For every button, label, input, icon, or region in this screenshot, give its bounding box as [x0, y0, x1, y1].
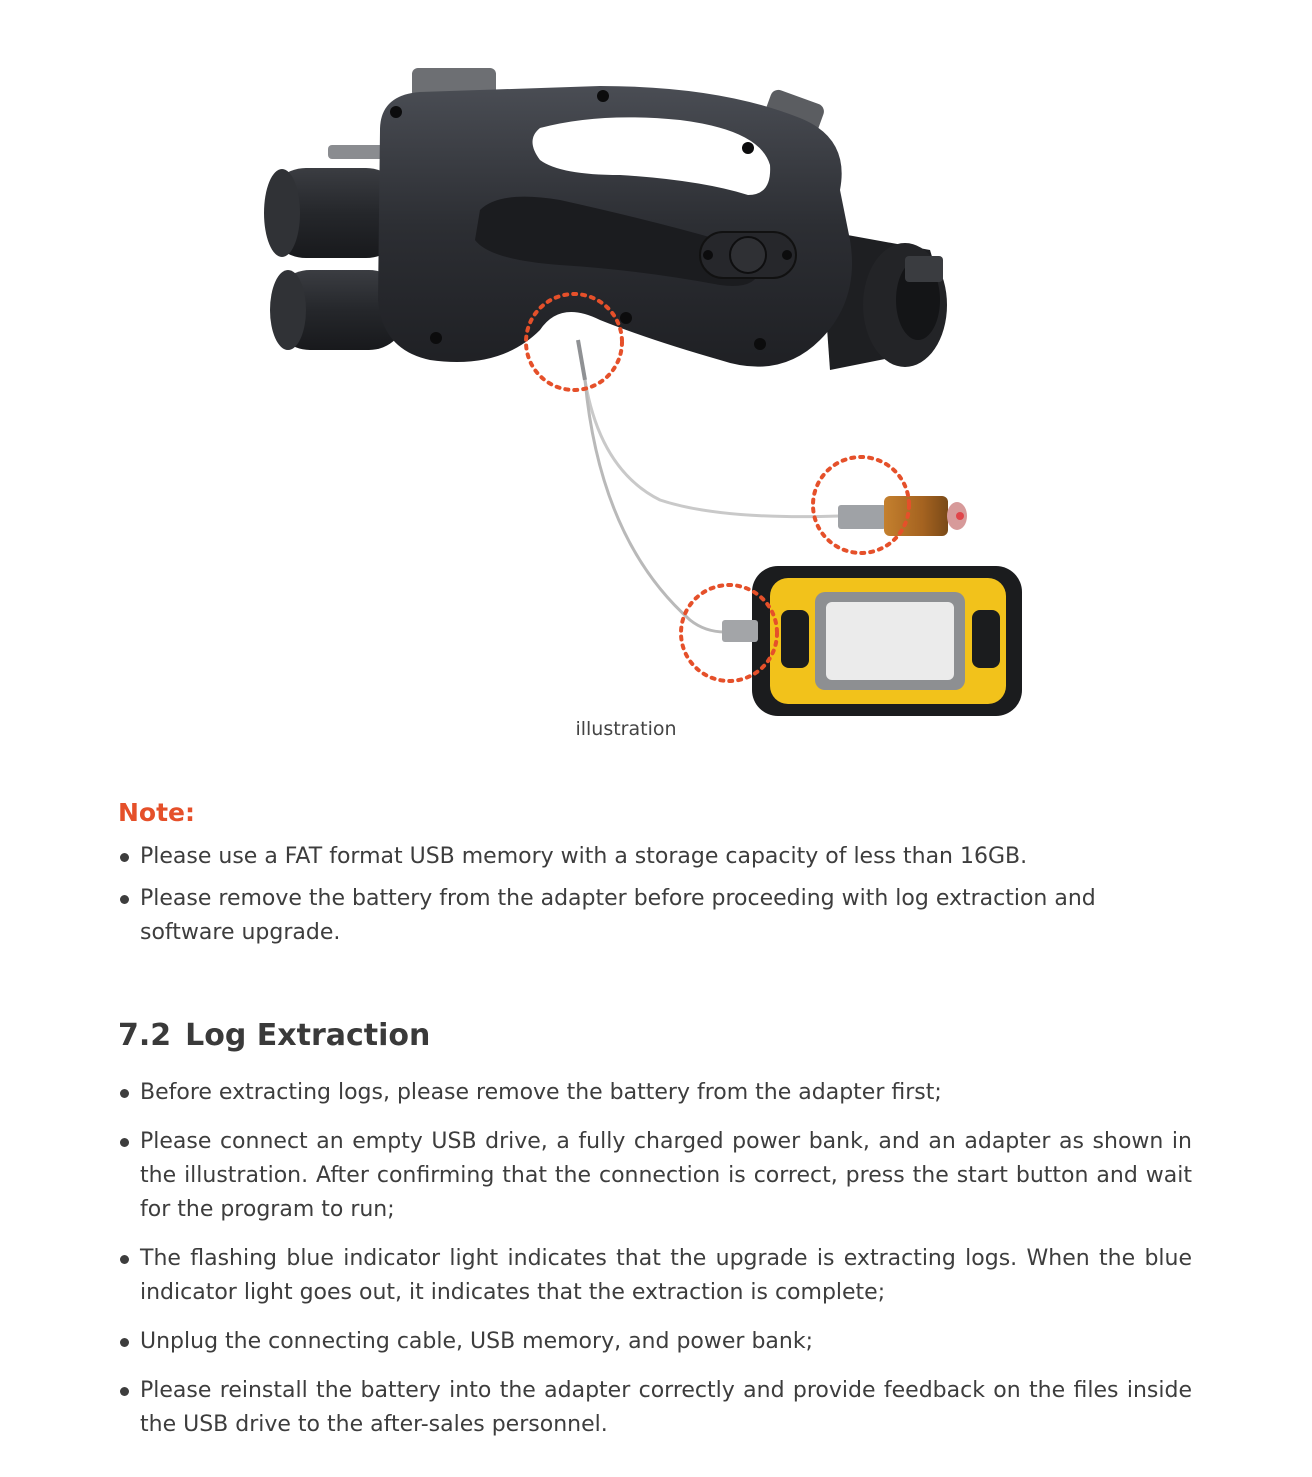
step-item: The flashing blue indicator light indicates that the upgrade is extracting logs. When the blue indicator light goes out, it indicates that the extraction is complete;: [118, 1242, 1192, 1310]
section-title: Log Extraction: [185, 1018, 431, 1053]
note-list: [118, 840, 1192, 958]
adapter-illustration: [0, 0, 1312, 720]
step-item: Before extracting logs, please remove the battery from the adapter first;: [118, 1076, 1192, 1110]
note-item: Please remove the battery from the adapter before proceeding with log extraction and software upgrade.: [118, 882, 1192, 950]
step-item: Please connect an empty USB drive, a fully charged power bank, and an adapter as shown in the illustration. After confirming that the connection is correct, press the start button and wait for the program to run;: [118, 1125, 1192, 1227]
port-cover: [700, 232, 796, 278]
illustration-figure: [0, 0, 1312, 720]
section-number: 7.2: [118, 1018, 172, 1053]
section-heading: [118, 1018, 430, 1053]
log-extraction-steps: [118, 1076, 1192, 1457]
note-title: Note:: [118, 798, 196, 827]
figure-caption: illustration: [575, 718, 677, 740]
step-item: Please reinstall the battery into the adapter correctly and provide feedback on the files inside the USB drive to the after-sales personnel.: [118, 1374, 1192, 1442]
step-item: Unplug the connecting cable, USB memory, and power bank;: [118, 1325, 1192, 1359]
note-item: Please use a FAT format USB memory with a storage capacity of less than 16GB.: [118, 840, 1192, 874]
power-bank: [722, 566, 1022, 716]
